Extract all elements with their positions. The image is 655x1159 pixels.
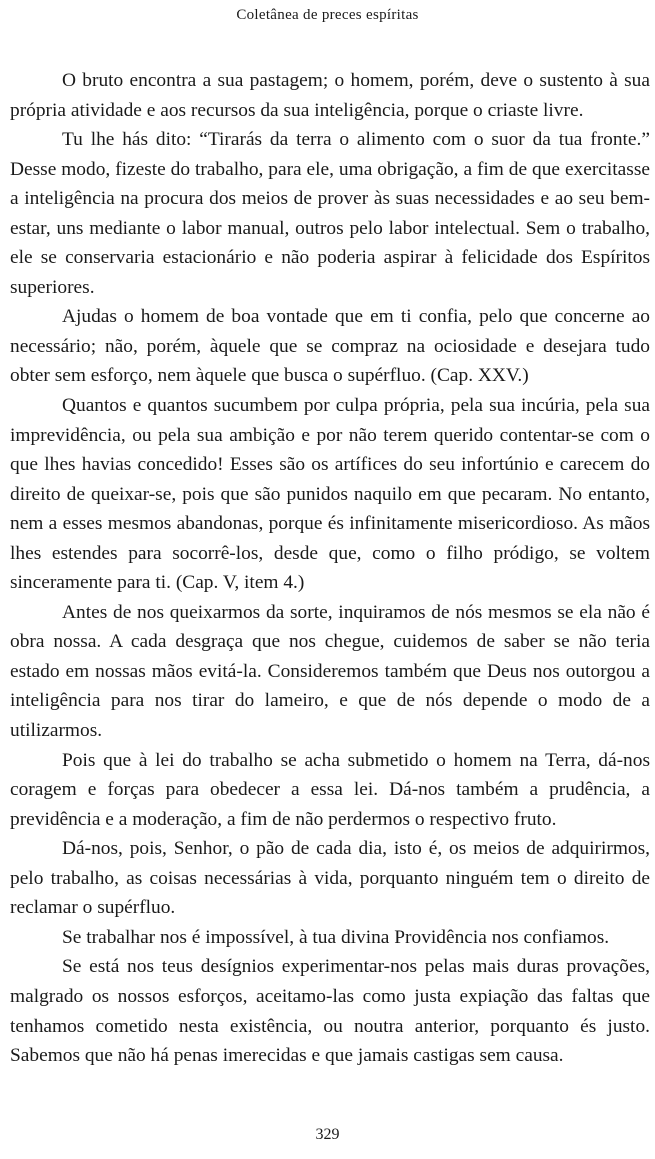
paragraph: Se trabalhar nos é impossível, à tua divina Providência nos confiamos. [62, 926, 610, 948]
paragraph: Antes de nos queixarmos da sorte, inquiramos de nós mesmos se ela não é obra nossa. A cada desgraça que nos chegue, cuidemos de saber se não teria estado em nossas mãos evitá-la. Consideremos também que Deus nos outorgou a inteligência para nos tirar do lameiro, e que de nós depende o modo de a utilizarmos. [10, 601, 650, 742]
paragraph: Pois que à lei do trabalho se acha submetido o homem na Terra, dá-nos coragem e forças para obedecer a essa lei. Dá-nos também a prudência, a previdência e a moderação, a fim de não perdermos o respectivo fruto. [10, 749, 650, 830]
paragraph: Ajudas o homem de boa vontade que em ti confia, pelo que concerne ao necessário; não, porém, àquele que se compraz na ociosidade e desejara tudo obter sem esforço, nem àquele que busca o supérfluo. (Cap. XXV.) [10, 306, 650, 387]
paragraph: Quantos e quantos sucumbem por culpa própria, pela sua incúria, pela sua imprevidência, ou pela sua ambição e por não terem querido contentar-se com o que lhes havias concedido! Esses são os artífices do seu infortúnio e carecem do direito de queixar-se, pois que são punidos naquilo em que pecaram. No entanto, nem a esses mesmos abandonas, porque és infinitamente misericordioso. As mãos lhes estendes para socorrê-los, desde que, como o filho pródigo, se voltem sinceramente para ti. (Cap. V, item 4.) [10, 395, 650, 594]
page-number: 329 [315, 1126, 340, 1143]
body-text [10, 66, 650, 1071]
paragraph: Se está nos teus desígnios experimentar-nos pelas mais duras provações, malgrado os nossos esforços, aceitamo-las como justa expiação das faltas que tenhamos cometido nesta existência, ou noutra anterior, porquanto és justo. Sabemos que não há penas imerecidas e que jamais castigas sem causa. [10, 956, 650, 1067]
paragraph: O bruto encontra a sua pastagem; o homem, porém, deve o sustento à sua própria atividade e aos recursos da sua inteligência, porque o criaste livre. [10, 70, 650, 121]
paragraph: Tu lhe hás dito: “Tirarás da terra o alimento com o suor da tua fronte.” Desse modo, fizeste do trabalho, para ele, uma obrigação, a fim de que exercitasse a inteligência na procura dos meios de prover às suas necessidades e ao seu bem-estar, uns mediante o labor manual, outros pelo labor intelectual. Sem o trabalho, ele se conservaria estacionário e não poderia aspirar à felicidade dos Espíritos superiores. [10, 129, 650, 298]
paragraph: Dá-nos, pois, Senhor, o pão de cada dia, isto é, os meios de adquirirmos, pelo trabalho, as coisas necessárias à vida, porquanto ninguém tem o direito de reclamar o supérfluo. [10, 838, 650, 919]
running-header: Coletânea de preces espíritas [236, 7, 419, 23]
